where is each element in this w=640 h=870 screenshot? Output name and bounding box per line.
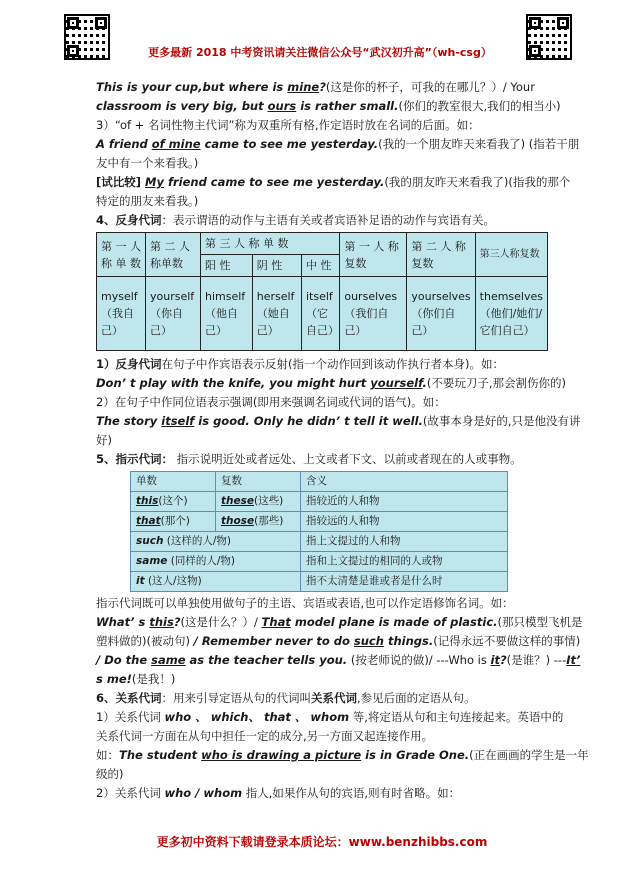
text-line: 2）在句子中作同位语表示强调(即用来强调名词或代词的语气)。如： — [96, 395, 446, 409]
english-text: as the teacher tells you. — [185, 653, 348, 667]
translation: (按老师说的做)/ ---Who is — [347, 653, 491, 667]
text-line: 好) — [96, 433, 112, 447]
table-header: 第三人称复数 — [475, 233, 547, 277]
document-body — [96, 78, 589, 803]
translation: (是我！) — [131, 672, 176, 686]
gloss: (这人/这物) — [144, 575, 202, 587]
bold-term: 关系代词 — [311, 691, 358, 705]
explanation: 1）关系代词 — [96, 710, 165, 724]
text-line — [96, 78, 548, 97]
table-cell: yourselves（你们自己） — [407, 277, 475, 351]
reflexive-pronoun-table — [96, 232, 548, 351]
english-text: who / whom — [164, 786, 243, 800]
section-description: ：表示谓语的动作与主语有关或者宾语补足语的动作与宾语有关。 — [161, 213, 496, 227]
text-line: 级的) — [96, 767, 124, 781]
section-description: 指示说明近处或者远处、上文或者下文、以前或者现在的人或事物。 — [173, 452, 522, 466]
translation: (我的朋友昨天来看我了)(指我的那个 — [384, 175, 571, 189]
text-line — [96, 632, 581, 651]
text-line — [96, 613, 583, 632]
pronoun: that — [136, 515, 161, 527]
pronoun: these — [221, 495, 254, 507]
meaning: 指不太清楚是谁或者是什么时 — [301, 572, 508, 592]
underlined-word: yourself — [370, 376, 423, 390]
english-text: Don’ t play with the knife, you might hurt — [96, 376, 371, 390]
english-text: This is your cup,but where is — [96, 80, 288, 94]
text-line — [96, 173, 571, 192]
english-text: A friend — [96, 137, 152, 151]
underlined-word: it — [490, 653, 500, 667]
english-text: The story — [96, 414, 162, 428]
underlined-word: such — [353, 634, 384, 648]
table-cell: himself（他自己） — [201, 277, 253, 351]
gloss: (这些) — [254, 495, 284, 507]
text-line — [96, 135, 580, 154]
gloss: (这样的人/物) — [163, 535, 232, 547]
text-line — [96, 355, 548, 374]
table-row — [131, 552, 508, 572]
english-text: who 、 which、 that 、 whom — [164, 710, 350, 724]
text-line — [96, 746, 589, 765]
underlined-word: same — [151, 653, 186, 667]
page-header: 更多最新 2018 中考资讯请关注微信公众号“武汉初升高”（wh-csg） — [148, 46, 492, 59]
underlined-word: It’ — [566, 653, 581, 667]
text-line — [96, 374, 566, 393]
text-line: 关系代词一方面在从句中担任一定的成分,另一方面又起连接作用。 — [96, 729, 434, 743]
bold-term: 1）反身代词 — [96, 357, 162, 371]
table-header: 第 一 人 称 单 数 — [97, 233, 146, 277]
translation: (这是你的杯子，可我的在哪儿？）/ Your — [325, 80, 535, 94]
explanation: 指人,如果作从句的宾语,则有时省略。如： — [242, 786, 461, 800]
demonstrative-pronoun-table — [130, 471, 508, 592]
text-line — [96, 412, 581, 431]
compare-label: [试比较] — [96, 175, 146, 189]
english-text: is in Grade One. — [361, 748, 470, 762]
english-text: ? — [499, 653, 507, 667]
text-line: 特定的朋友来看我。) — [96, 194, 199, 208]
table-header: 第 二 人 称单数 — [146, 233, 201, 277]
english-text: . — [422, 376, 427, 390]
table-header: 单数 — [131, 472, 216, 492]
text-line: 3）“of + 名词性物主代词”称为双重所有格,作定语时放在名词的后面。如： — [96, 118, 480, 132]
english-text: model plane is made of plastic. — [290, 615, 498, 629]
section-title: 6、关系代词 — [96, 691, 162, 705]
meaning: 指和上文提过的相同的人或物 — [301, 552, 508, 572]
table-header: 中 性 — [302, 255, 340, 277]
translation: (是谁？) --- — [506, 653, 567, 667]
underlined-word: itself — [161, 414, 195, 428]
english-text: is good. Only he didn’ t tell it well. — [194, 414, 423, 428]
table-cell: myself（我自己） — [97, 277, 146, 351]
text-line — [96, 97, 561, 116]
section-heading — [96, 450, 548, 469]
translation: (这是什么？）/ — [180, 615, 262, 629]
gloss: (这个) — [158, 495, 188, 507]
pronoun: same — [136, 555, 168, 567]
explanation: 如： — [96, 748, 119, 762]
table-header: 阴 性 — [252, 255, 301, 277]
english-text: friend came to see me yesterday. — [163, 175, 385, 189]
underlined-phrase: who is drawing a picture — [201, 748, 362, 762]
translation: (故事本身是好的,只是他没有讲 — [422, 414, 581, 428]
table-cell: themselves（他们/她们/它们自己） — [475, 277, 547, 351]
text-line — [96, 670, 548, 689]
table-header: 阳 性 — [201, 255, 253, 277]
underlined-word: of mine — [151, 137, 201, 151]
table-header: 第 一 人 称 复数 — [340, 233, 407, 277]
translation: (不要玩刀子,那会割伤你的) — [426, 376, 566, 390]
english-text: is rather small. — [296, 99, 399, 113]
section-description: ：用来引导定语从句的代词叫 — [161, 691, 312, 705]
table-cell: itself（它自己） — [302, 277, 340, 351]
gloss: (那个) — [160, 515, 190, 527]
underlined-word: ours — [267, 99, 297, 113]
english-text: / Remember never to do — [193, 634, 354, 648]
underlined-word: mine — [287, 80, 320, 94]
underlined-word: That — [261, 615, 291, 629]
gloss: (同样的人/物) — [167, 555, 235, 567]
table-row — [131, 492, 508, 512]
english-text: / Do the — [96, 653, 152, 667]
text-line: 友中有一个来看我。) — [96, 156, 199, 170]
english-text: What’ s — [96, 615, 150, 629]
gloss: (那些) — [254, 515, 284, 527]
translation: (记得永远不要做这样的事情) — [433, 634, 581, 648]
text-line — [96, 784, 548, 803]
section-title: 5、指示代词： — [96, 452, 174, 466]
table-row — [131, 512, 508, 532]
table-header: 复数 — [216, 472, 301, 492]
underlined-word: this — [149, 615, 174, 629]
meaning: 指较远的人和物 — [301, 512, 508, 532]
pronoun: this — [136, 495, 159, 507]
table-row — [131, 572, 508, 592]
table-cell: ourselves（我们自己） — [340, 277, 407, 351]
page-footer: 更多初中资料下载请登录本质论坛：www.benzhibbs.com — [156, 835, 488, 849]
explanation: 等,将定语从句和主句连接起来。英语中的 — [349, 710, 564, 724]
table-cell: herself（她自己） — [252, 277, 301, 351]
english-text: classroom is very big, but — [96, 99, 268, 113]
table-cell: yourself（你自己） — [146, 277, 201, 351]
meaning: 指较近的人和物 — [301, 492, 508, 512]
qr-code-left — [64, 14, 110, 60]
english-text: s me! — [96, 672, 132, 686]
text-line: 指示代词既可以单独使用做句子的主语、宾语或表语,也可以作定语修饰名词。如： — [96, 596, 514, 610]
explanation: 2）关系代词 — [96, 786, 165, 800]
section-heading — [96, 689, 548, 708]
meaning: 指上文提过的人和物 — [301, 532, 508, 552]
text-line — [96, 708, 564, 727]
section-title: 4、反身代词 — [96, 213, 162, 227]
english-text: ? — [319, 80, 326, 94]
table-row — [131, 532, 508, 552]
pronoun: it — [136, 575, 145, 587]
translation: (你们的教室很大,我们的相当小) — [398, 99, 561, 113]
english-text: The student — [119, 748, 202, 762]
translation: (那只模型飞机是 — [497, 615, 583, 629]
pronoun: such — [136, 535, 164, 547]
table-header: 含义 — [301, 472, 508, 492]
english-text: came to see me yesterday. — [200, 137, 379, 151]
pronoun: those — [221, 515, 255, 527]
translation: (我的一个朋友昨天来看我了) (指若干朋 — [378, 137, 580, 151]
english-text: things. — [383, 634, 434, 648]
section-description: ,参见后面的定语从句。 — [357, 691, 476, 705]
english-text: ? — [173, 615, 181, 629]
table-header: 第 二 人 称 复数 — [407, 233, 475, 277]
translation: 塑料做的)(被动句) — [96, 634, 194, 648]
qr-code-right — [526, 14, 572, 60]
underlined-word: My — [145, 175, 164, 189]
explanation: 在句子中作宾语表示反射(指一个动作回到该动作执行者本身)。如： — [161, 357, 504, 371]
translation: (正在画画的学生是一年 — [469, 748, 589, 762]
text-line — [96, 651, 581, 670]
table-header: 第 三 人 称 单 数 — [201, 233, 340, 255]
section-heading — [96, 211, 548, 230]
